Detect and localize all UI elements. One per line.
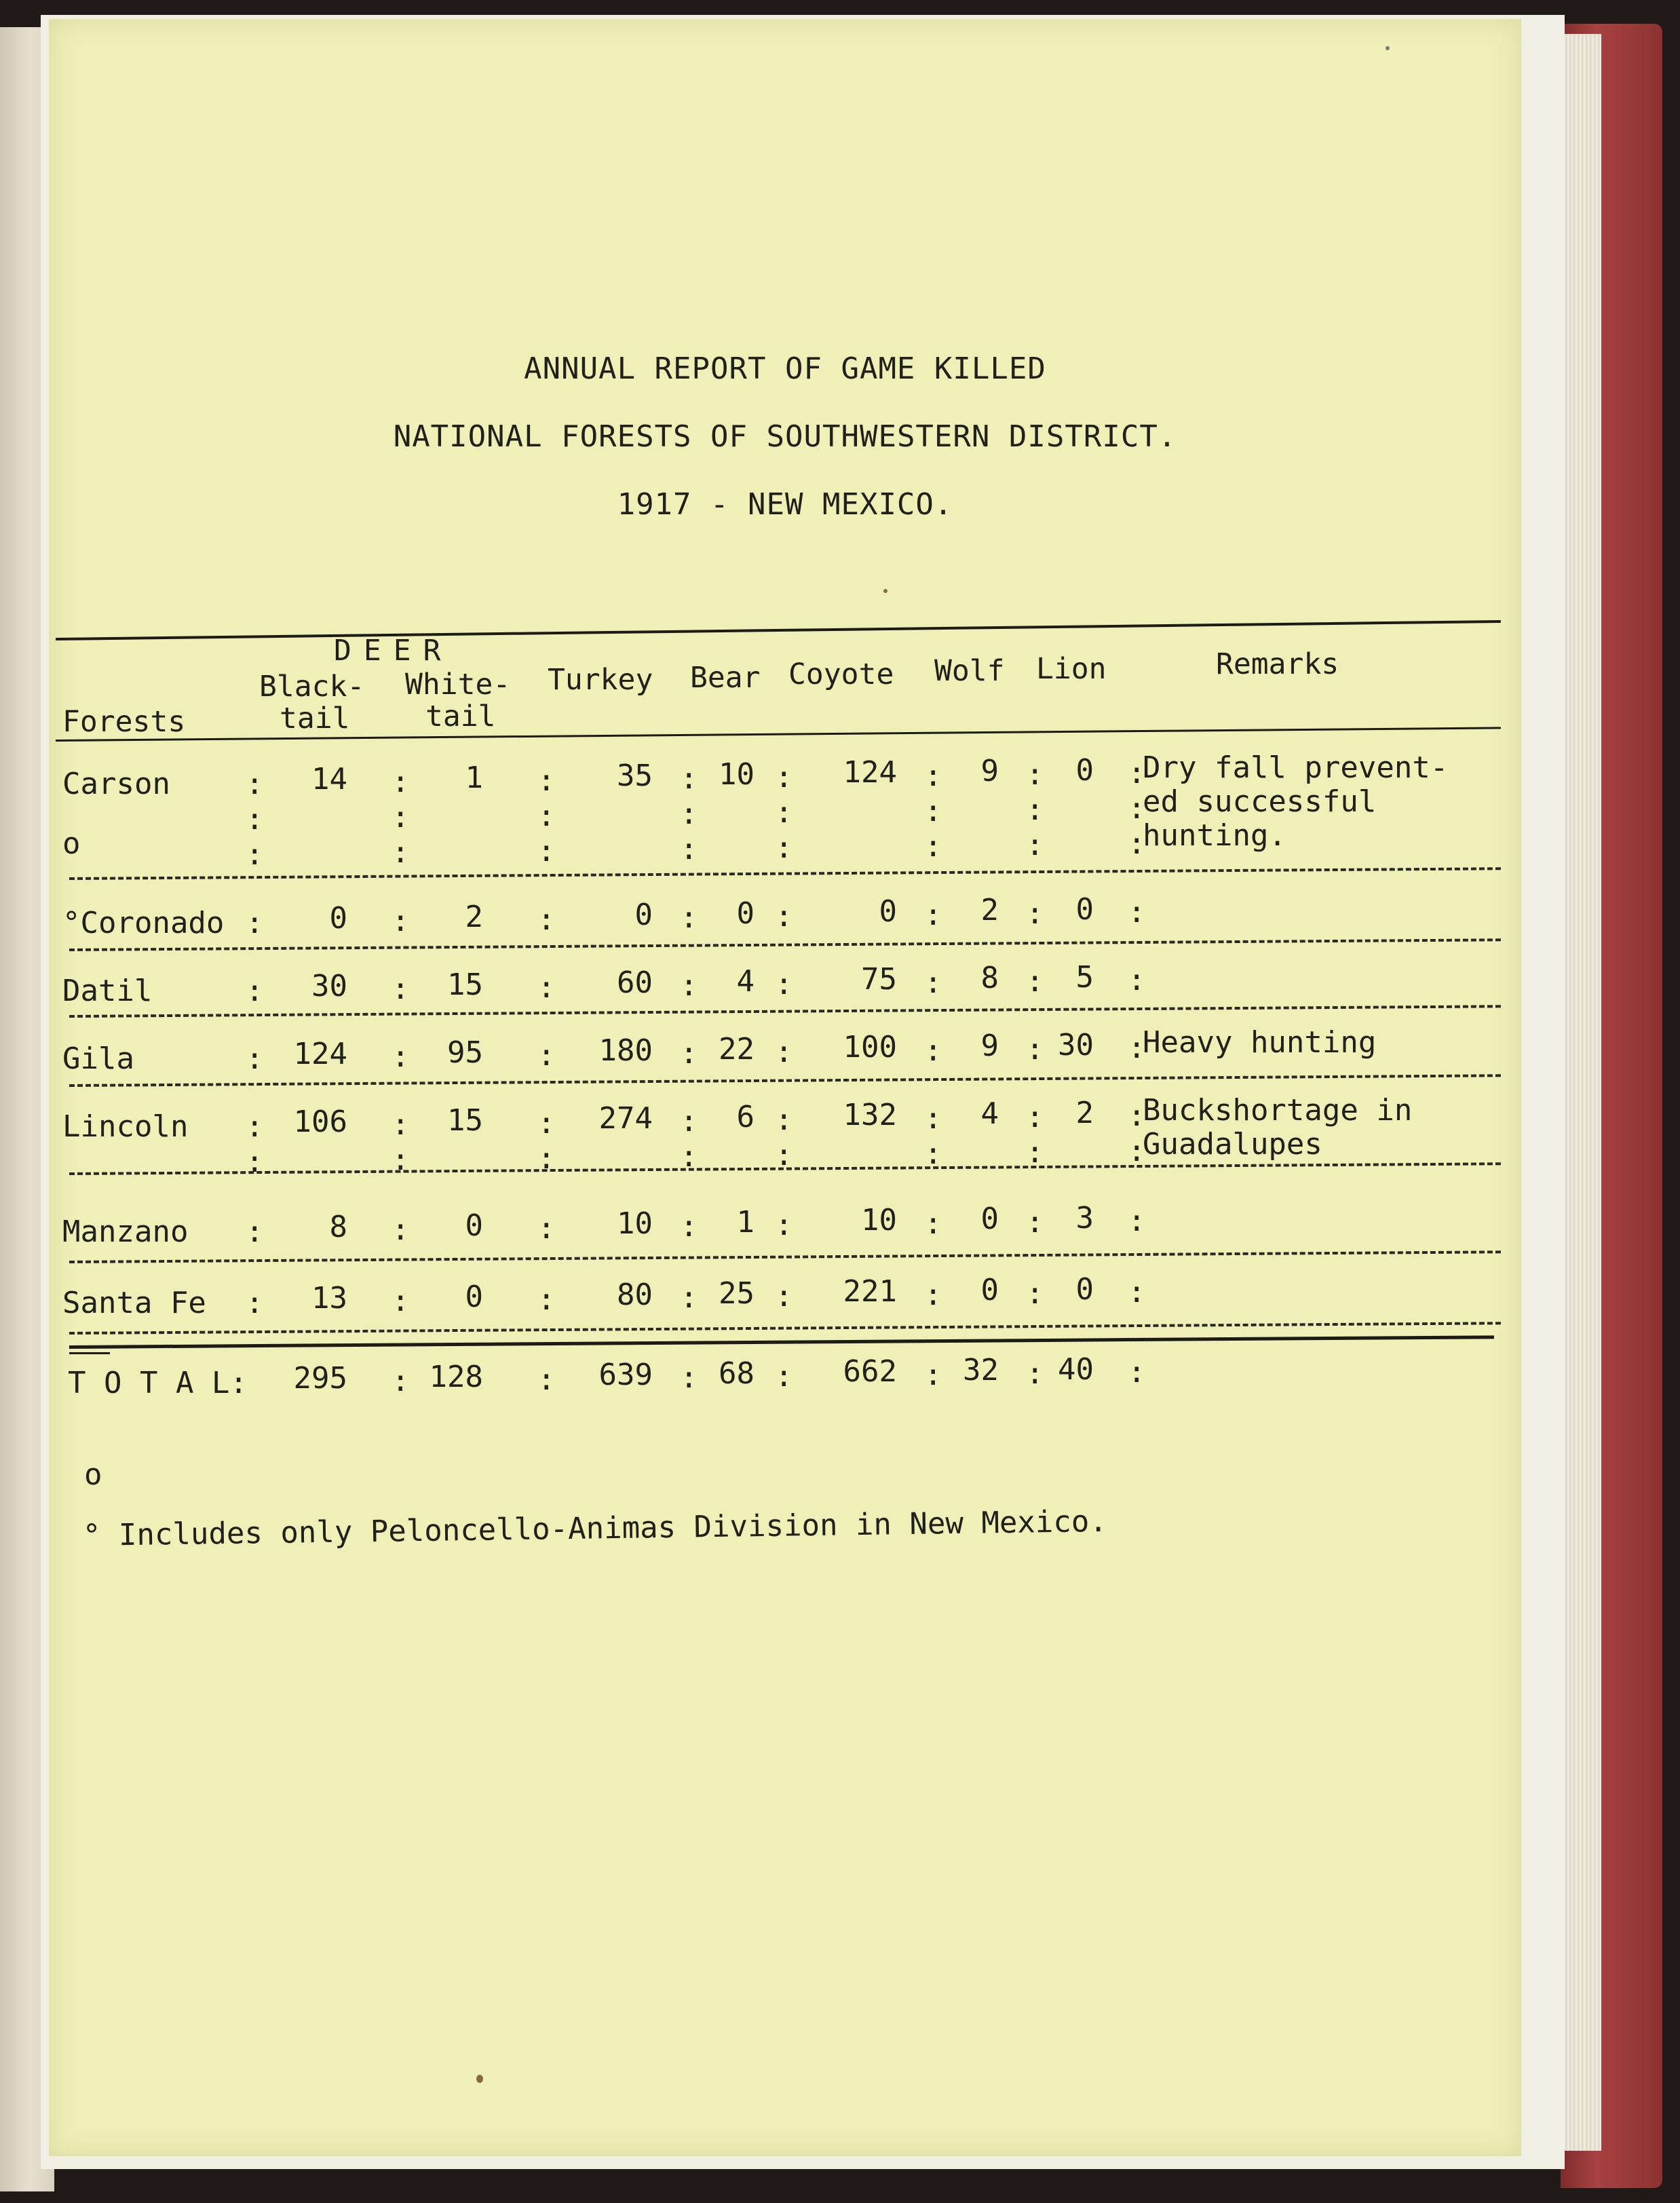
column-separator: :	[680, 1280, 698, 1315]
wolf-value: 2	[980, 893, 999, 927]
report-subtitle: NATIONAL FORESTS OF SOUTHWESTERN DISTRICT.	[393, 419, 1177, 454]
column-separator: : : :	[537, 763, 556, 868]
remarks-text: Guadalupes	[1143, 1127, 1322, 1162]
column-separator: : : :	[392, 765, 410, 870]
column-separator: : :	[392, 1107, 410, 1177]
wolf-value: 8	[980, 961, 999, 995]
wolf-value: 0	[980, 1202, 999, 1236]
column-separator: :	[680, 968, 698, 1003]
bear-value: 10	[719, 757, 755, 792]
bear-value: 6	[736, 1100, 755, 1134]
column-separator: :	[680, 900, 698, 935]
blacktail-value: 30	[311, 969, 347, 1003]
turkey-value: 0	[634, 898, 653, 932]
coyote-value: 124	[843, 755, 897, 790]
column-separator: :	[1128, 1031, 1146, 1065]
lion-value: 5	[1075, 960, 1094, 995]
row-divider	[69, 938, 1501, 951]
column-separator: :	[924, 1278, 942, 1312]
header-turkey: Turkey	[548, 663, 653, 697]
report-sheet	[49, 19, 1521, 2156]
lion-value: 3	[1075, 1201, 1094, 1235]
blacktail-value: 8	[329, 1210, 347, 1244]
column-separator: :	[537, 970, 556, 1005]
report-year: 1917 - NEW MEXICO.	[617, 487, 953, 522]
forest-marker: o	[62, 826, 81, 861]
wolf-value: 0	[980, 1273, 999, 1307]
column-separator: :	[1128, 1355, 1146, 1390]
header-forests: Forests	[62, 705, 186, 739]
total-label: T O T A L:	[68, 1366, 248, 1400]
coyote-value: 100	[843, 1030, 897, 1065]
column-separator: : :	[246, 1109, 264, 1179]
turkey-value: 35	[617, 759, 653, 793]
column-separator: :	[924, 965, 942, 1000]
header-remarks: Remarks	[1216, 647, 1339, 681]
row-divider	[69, 867, 1501, 880]
column-separator: : :	[1128, 1098, 1146, 1168]
column-separator: :	[924, 1033, 942, 1068]
blacktail-value: 13	[311, 1281, 347, 1316]
column-separator: :	[924, 1358, 942, 1392]
column-separator: :	[775, 1035, 793, 1069]
paper-spot	[1386, 46, 1390, 50]
wolf-value: 4	[980, 1096, 999, 1131]
lion-value: 0	[1075, 892, 1094, 927]
column-separator: :	[680, 1209, 698, 1244]
turkey-value: 180	[598, 1033, 653, 1068]
forest-name: Manzano	[62, 1214, 189, 1249]
whitetail-value: 0	[465, 1208, 483, 1243]
column-separator: :	[680, 1036, 698, 1071]
coyote-value: 0	[879, 894, 897, 929]
coyote-value: 221	[843, 1274, 897, 1309]
column-separator: :	[775, 899, 793, 934]
column-separator: : : :	[246, 767, 264, 872]
column-separator: : :	[537, 1106, 556, 1176]
whitetail-value: 1	[465, 761, 483, 795]
column-separator: : :	[680, 1104, 698, 1174]
column-separator: :	[392, 1039, 410, 1074]
whitetail-value: 0	[465, 1280, 483, 1314]
column-separator: :	[924, 898, 942, 932]
bear-value: 25	[719, 1276, 755, 1311]
column-separator: :	[392, 904, 410, 938]
total-rule-2	[69, 1352, 110, 1354]
column-separator: :	[537, 1282, 556, 1317]
column-separator: : : :	[1128, 756, 1146, 861]
header-bear: Bear	[690, 661, 761, 695]
whitetail-value: 15	[447, 1103, 483, 1138]
bear-value: 4	[736, 964, 755, 999]
column-separator: :	[1128, 1275, 1146, 1309]
turkey-value: 274	[598, 1101, 653, 1136]
blacktail-value: 0	[329, 901, 347, 936]
remarks-text: Heavy hunting	[1143, 1025, 1377, 1060]
column-separator: : : :	[680, 761, 698, 866]
column-separator: :	[680, 1360, 698, 1395]
lion-value: 30	[1058, 1028, 1094, 1062]
bear-value: 1	[736, 1205, 755, 1240]
remarks-text: Dry fall prevent-	[1143, 750, 1449, 785]
column-separator: :	[246, 1286, 264, 1320]
column-separator: :	[775, 1208, 793, 1242]
column-separator: : :	[1026, 1100, 1044, 1170]
wolf-value: 9	[980, 1029, 999, 1063]
paper-spot	[883, 589, 887, 593]
column-separator: :	[924, 1206, 942, 1241]
column-separator: :	[537, 902, 556, 937]
header-bottom-rule	[56, 727, 1501, 742]
header-whitetail: White-	[405, 668, 511, 702]
header-blacktail-2: tail	[280, 702, 350, 735]
blacktail-value: 106	[293, 1105, 347, 1139]
table-top-rule	[56, 620, 1501, 640]
forest-name: Carson	[62, 767, 170, 801]
total-turkey: 639	[598, 1358, 653, 1392]
total-lion: 40	[1058, 1352, 1094, 1387]
footnote-text: ° Includes only Peloncello-Animas Division in New Mexico.	[82, 1503, 1108, 1553]
column-separator: :	[1026, 1356, 1044, 1391]
column-separator: : : :	[775, 760, 793, 865]
column-separator: :	[1128, 895, 1146, 930]
remarks-text: Buckshortage in	[1143, 1093, 1413, 1128]
total-blacktail: 295	[293, 1361, 347, 1396]
total-wolf: 32	[963, 1353, 999, 1387]
column-separator: :	[1026, 896, 1044, 931]
column-separator: :	[1128, 1204, 1146, 1238]
header-whitetail-2: tail	[425, 700, 496, 733]
column-separator: : :	[924, 1101, 942, 1171]
whitetail-value: 2	[465, 900, 483, 934]
bear-value: 22	[719, 1032, 755, 1067]
column-separator: :	[1026, 1205, 1044, 1240]
column-separator: :	[1026, 964, 1044, 999]
header-blacktail: Black-	[259, 670, 365, 704]
coyote-value: 75	[861, 962, 897, 997]
turkey-value: 60	[617, 965, 653, 1000]
forest-name: Lincoln	[62, 1109, 189, 1144]
column-separator: :	[537, 1038, 556, 1073]
wolf-value: 9	[980, 754, 999, 788]
coyote-value: 132	[843, 1098, 897, 1132]
header-wolf: Wolf	[934, 654, 1005, 688]
total-whitetail: 128	[429, 1360, 483, 1394]
turkey-value: 80	[617, 1278, 653, 1312]
row-divider	[69, 1074, 1501, 1087]
whitetail-value: 15	[447, 968, 483, 1002]
remarks-text: ed successful	[1143, 784, 1377, 819]
column-separator: :	[392, 1364, 410, 1398]
report-title: ANNUAL REPORT OF GAME KILLED	[524, 351, 1046, 386]
blacktail-value: 124	[293, 1037, 347, 1071]
column-separator: : : :	[1026, 757, 1044, 862]
bear-value: 0	[736, 896, 755, 931]
column-separator: :	[1026, 1276, 1044, 1311]
column-separator: :	[1128, 963, 1146, 997]
lion-value: 2	[1075, 1096, 1094, 1130]
whitetail-value: 95	[447, 1035, 483, 1070]
footnote-marker: o	[84, 1457, 102, 1492]
header-lion: Lion	[1036, 652, 1107, 686]
column-separator: :	[246, 1214, 264, 1249]
column-separator: :	[246, 906, 264, 940]
deer-group-header: DEER	[334, 634, 453, 668]
paper-spot	[476, 2075, 483, 2083]
column-separator: :	[246, 974, 264, 1008]
turkey-value: 10	[617, 1206, 653, 1241]
lion-value: 0	[1075, 753, 1094, 788]
remarks-text: hunting.	[1143, 818, 1286, 853]
blacktail-value: 14	[311, 762, 347, 797]
column-separator: :	[775, 967, 793, 1001]
forest-name: Gila	[62, 1041, 134, 1076]
coyote-value: 10	[861, 1203, 897, 1238]
total-bear: 68	[719, 1356, 755, 1391]
column-separator: :	[1026, 1032, 1044, 1067]
total-rule	[69, 1335, 1494, 1349]
column-separator: : : :	[924, 759, 942, 864]
column-separator: :	[392, 1212, 410, 1247]
forest-name: Santa Fe	[62, 1286, 206, 1320]
row-divider	[69, 1005, 1501, 1018]
column-separator: :	[775, 1359, 793, 1394]
column-separator: :	[537, 1362, 556, 1397]
row-divider	[69, 1322, 1501, 1335]
forest-name: Datil	[62, 974, 153, 1008]
column-separator: : :	[775, 1103, 793, 1172]
row-divider	[69, 1250, 1501, 1263]
total-coyote: 662	[843, 1354, 897, 1389]
column-separator: :	[537, 1211, 556, 1246]
lion-value: 0	[1075, 1272, 1094, 1307]
column-separator: :	[392, 972, 410, 1006]
header-coyote: Coyote	[788, 657, 894, 691]
column-separator: :	[775, 1279, 793, 1314]
forest-name: °Coronado	[62, 906, 225, 940]
column-separator: :	[392, 1284, 410, 1318]
column-separator: :	[246, 1041, 264, 1076]
